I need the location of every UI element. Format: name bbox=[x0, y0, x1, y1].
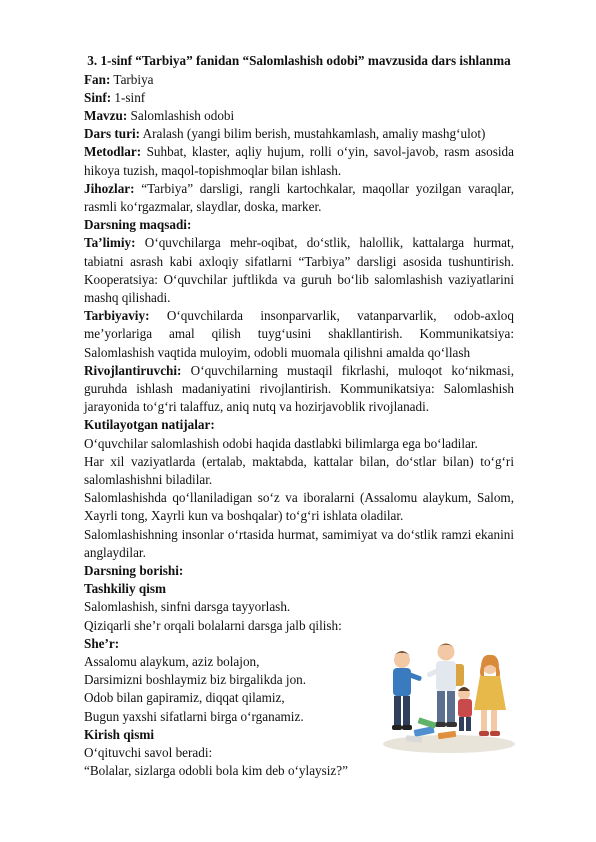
meta-value: Tarbiya bbox=[110, 71, 154, 87]
org-line: Qiziqarli she’r orqali bolalarni darsga jalb qilish: bbox=[84, 617, 342, 633]
intro-heading: Kirish qismi bbox=[84, 726, 154, 742]
goal-text: O‘quvchilarga mehr-oqibat, do‘stlik, halollik, kattalarga hurmat, tabiatni asrash kabi axloqiy sifatlarni “Tarbiya” darsligi asosida tushuntirish. Kooperatsiya: O‘quvchilar juftlikda va guruh bo‘lib salomlashish vaziyatlarini mashq qilishadi. bbox=[84, 235, 514, 305]
org-heading: Tashkiliy qism bbox=[84, 581, 166, 597]
goal-developmental bbox=[84, 362, 514, 417]
meta-value: “Tarbiya” darsligi, rangli kartochkalar, maqollar yozilgan varaqlar, rasmli ko‘rgazmalar, slaydlar, doska, marker. bbox=[84, 180, 514, 214]
goal-text: O‘quvchilarda insonparvarlik, vatanparvarlik, odob-axloq me’yorlariga amal qilish tuyg‘usini shakllantirish. Kommunikatsiya: Salomlashish vaqtida muloyim, odobli muomala qilishni amalda qo‘llash bbox=[84, 308, 514, 360]
meta-label: Jihozlar: bbox=[84, 180, 135, 196]
result-item: O‘quvchilar salomlashish odobi haqida dastlabki bilimlarga ega bo‘ladilar. bbox=[84, 435, 478, 451]
meta-value: Aralash (yangi bilim berish, mustahkamlash, amaliy mashg‘ulot) bbox=[140, 126, 486, 142]
result-item: Har xil vaziyatlarda (ertalab, maktabda, kattalar bilan, do‘stlar bilan) to‘g‘ri salomlashishni biladilar. bbox=[84, 453, 514, 487]
child-with-books-figure bbox=[458, 687, 472, 731]
poem-line: Odob bilan gapiramiz, diqqat qilamiz, bbox=[84, 690, 285, 706]
children-greeting-illustration bbox=[378, 632, 520, 754]
org-line: Salomlashish, sinfni darsga tayyorlash. bbox=[84, 599, 291, 615]
document-title: 3. 1-sinf “Tarbiya” fanidan “Salomlashish odobi” mavzusida dars ishlanma bbox=[87, 53, 511, 68]
intro-line: “Bolalar, sizlarga odobli bola kim deb o‘ylaysiz?” bbox=[84, 763, 348, 779]
goals-heading: Darsning maqsadi: bbox=[84, 217, 192, 233]
meta-methods bbox=[84, 143, 514, 179]
meta-value: Salomlashish odobi bbox=[127, 107, 235, 123]
meta-subject bbox=[84, 71, 514, 89]
goal-label: Rivojlantiruvchi: bbox=[84, 362, 182, 378]
intro-line: O‘qituvchi savol beradi: bbox=[84, 745, 213, 761]
goal-upbringing bbox=[84, 307, 514, 362]
poem-line: Bugun yaxshi sifatlarni birga o‘rganamiz. bbox=[84, 708, 304, 724]
meta-value: 1-sinf bbox=[111, 89, 146, 105]
meta-value: Suhbat, klaster, aqliy hujum, rolli o‘yin, savol-javob, rasm asosida hikoya tuzish, maqol-topishmoqlar bilan ishlash. bbox=[84, 144, 514, 178]
meta-label: Dars turi: bbox=[84, 126, 141, 142]
poem bbox=[84, 653, 374, 726]
process-heading: Darsning borishi: bbox=[84, 562, 184, 578]
meta-equipment bbox=[84, 180, 514, 216]
poem-heading: She’r: bbox=[84, 635, 120, 651]
goal-label: Ta’limiy: bbox=[84, 235, 136, 251]
girl-right-figure bbox=[474, 655, 506, 736]
boy-left-figure bbox=[392, 651, 422, 730]
meta-label: Sinf: bbox=[84, 89, 112, 105]
result-item: Salomlashishning insonlar o‘rtasida hurmat, samimiyat va do‘stlik ramzi ekanini anglaydilar. bbox=[84, 526, 514, 560]
meta-label: Mavzu: bbox=[84, 107, 128, 123]
goal-text: O‘quvchilarning mustaqil fikrlashi, muloqot ko‘nikmasi, guruhda ishlash madaniyatini rivojlantirish. Kommunikatsiya: Salomlashish jarayonida to‘g‘ri talaffuz, aniq nutq va hozirjavoblik rivojlanadi. bbox=[84, 362, 514, 415]
results-heading: Kutilayotgan natijalar: bbox=[84, 417, 215, 433]
meta-grade bbox=[84, 89, 514, 107]
meta-label: Metodlar: bbox=[84, 144, 142, 160]
meta-label: Fan: bbox=[84, 71, 111, 87]
goal-label: Tarbiyaviy: bbox=[84, 308, 150, 324]
result-item: Salomlashishda qo‘llaniladigan so‘z va iboralarni (Assalomu alaykum, Salom, Xayrli tong, Xayrli kun va boshqalar) to‘g‘ri ishlata oladilar. bbox=[84, 490, 514, 524]
poem-line: Assalomu alaykum, aziz bolajon, bbox=[84, 654, 260, 669]
meta-lesson-type bbox=[84, 125, 514, 143]
poem-line: Darsimizni boshlaymiz biz birgalikda jon. bbox=[84, 672, 307, 688]
goal-educational bbox=[84, 234, 514, 307]
meta-topic bbox=[84, 107, 514, 125]
